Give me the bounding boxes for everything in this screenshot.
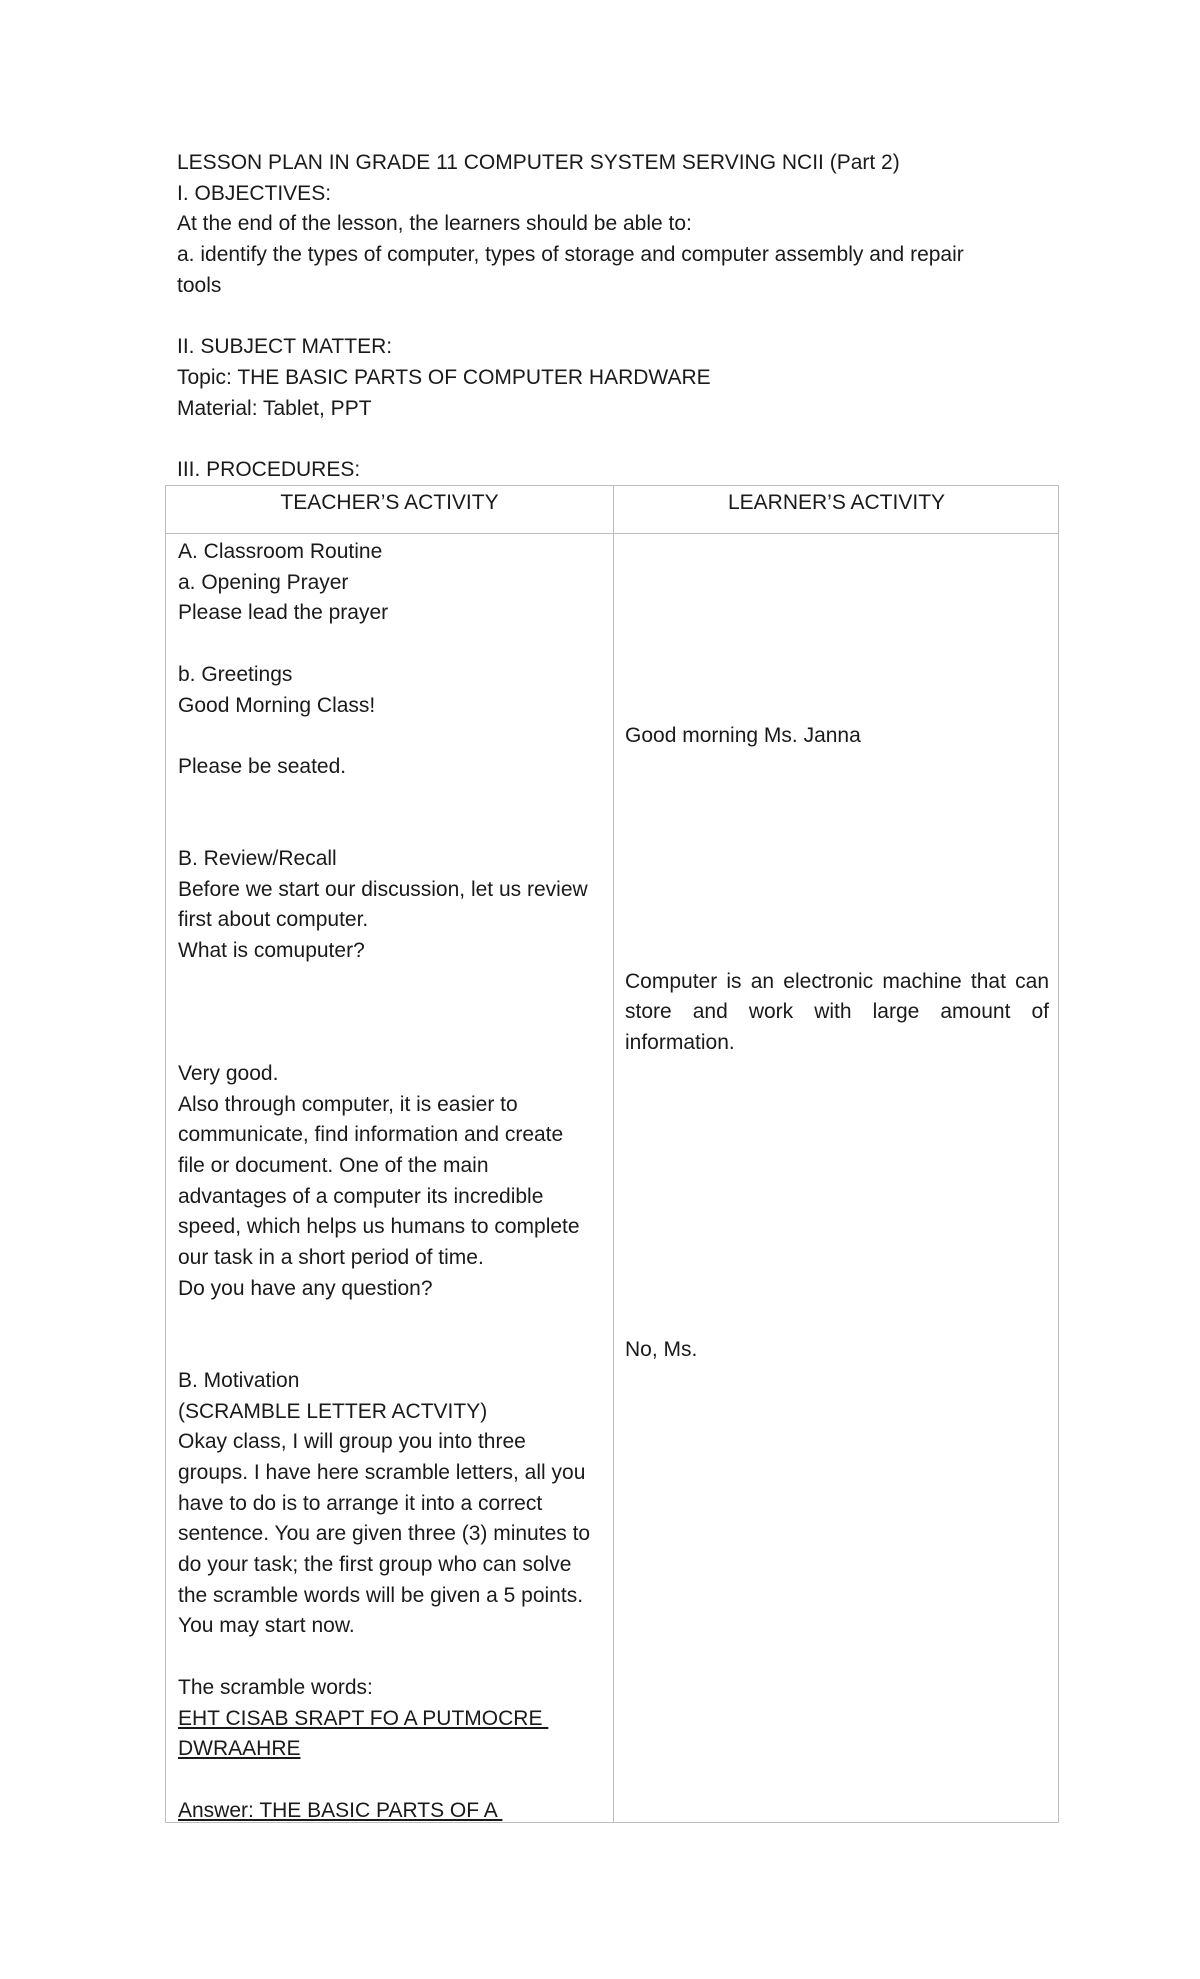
- teacher-line: [178, 783, 604, 814]
- blank-line: [625, 568, 1049, 599]
- blank-line: [625, 1304, 1049, 1335]
- page-title: LESSON PLAN IN GRADE 11 COMPUTER SYSTEM SERVING NCII (Part 2): [177, 151, 900, 174]
- learner-activity-cell: [625, 534, 1049, 1366]
- blank-line: [625, 875, 1049, 906]
- teacher-line: sentence. You are given three (3) minutes to: [178, 1522, 591, 1546]
- teacher-line: the scramble words will be given a 5 points.: [178, 1583, 584, 1607]
- teacher-line: You may start now.: [178, 1614, 355, 1638]
- learner-greeting-reply: Good morning Ms. Janna: [625, 724, 861, 748]
- teacher-line: [178, 1304, 604, 1335]
- teacher-column-header: TEACHER’S ACTIVITY: [280, 491, 499, 514]
- blank-line: [177, 302, 1047, 333]
- teacher-line: Before we start our discussion, let us review: [178, 877, 588, 901]
- blank-line: [177, 424, 1047, 455]
- teacher-line: B. Review/Recall: [178, 846, 337, 870]
- teacher-line: groups. I have here scramble letters, all you: [178, 1460, 586, 1484]
- blank-line: [625, 752, 1049, 783]
- blank-line: [625, 629, 1049, 660]
- teacher-line: Please be seated.: [178, 754, 347, 778]
- teacher-line: do your task; the first group who can solve: [178, 1553, 572, 1577]
- teacher-line: The scramble words:: [178, 1675, 373, 1699]
- lesson-header: [177, 148, 1047, 486]
- answer-line: Answer: THE BASIC PARTS OF A: [178, 1798, 503, 1822]
- teacher-line: a. Opening Prayer: [178, 570, 349, 594]
- teacher-line: first about computer.: [178, 908, 369, 932]
- teacher-line: [178, 1028, 604, 1059]
- teacher-line: [178, 967, 604, 998]
- procedures-heading: III. PROCEDURES:: [177, 458, 361, 481]
- learner-column-header: LEARNER’S ACTIVITY: [727, 491, 946, 514]
- teacher-line: b. Greetings: [178, 662, 293, 686]
- objective-a-line2: tools: [177, 273, 222, 297]
- teacher-line: advantages of a computer its incredible: [178, 1184, 544, 1208]
- teacher-line: speed, which helps us humans to complete: [178, 1215, 580, 1239]
- blank-line: [625, 1089, 1049, 1120]
- blank-line: [625, 1274, 1049, 1305]
- column-divider: [613, 486, 614, 1822]
- learner-computer-definition: Computer is an electronic machine that can store and work with large amount of information.: [625, 969, 1049, 1055]
- teacher-line: B. Motivation: [178, 1368, 300, 1392]
- teacher-line: What is comuputer?: [178, 939, 365, 963]
- table-header-row: [166, 486, 1058, 534]
- teacher-line: Good Morning Class!: [178, 693, 376, 717]
- teacher-line: Also through computer, it is easier to: [178, 1092, 518, 1116]
- teacher-line: [178, 1642, 604, 1673]
- teacher-line: [178, 629, 604, 660]
- objectives-heading: I. OBJECTIVES:: [177, 181, 332, 205]
- teacher-line: file or document. One of the main: [178, 1153, 489, 1177]
- blank-line: [625, 660, 1049, 691]
- scramble-words-line1: EHT CISAB SRAPT FO A PUTMOCRE: [178, 1706, 549, 1730]
- procedures-table: [165, 485, 1059, 1823]
- blank-line: [625, 1120, 1049, 1151]
- blank-line: [625, 936, 1049, 967]
- objectives-intro: At the end of the lesson, the learners should be able to:: [177, 212, 692, 236]
- blank-line: [625, 783, 1049, 814]
- teacher-line: Please lead the prayer: [178, 601, 389, 625]
- blank-line: [625, 905, 1049, 936]
- teacher-line: communicate, find information and create: [178, 1123, 564, 1147]
- blank-line: [625, 1243, 1049, 1274]
- teacher-line: [178, 997, 604, 1028]
- blank-line: [625, 537, 1049, 568]
- teacher-line: Do you have any question?: [178, 1276, 433, 1300]
- blank-line: [625, 1059, 1049, 1090]
- teacher-line: Okay class, I will group you into three: [178, 1430, 526, 1454]
- teacher-line: [178, 813, 604, 844]
- objective-a-line1: a. identify the types of computer, types of storage and computer assembly and repair: [177, 243, 964, 267]
- topic-line: Topic: THE BASIC PARTS OF COMPUTER HARDWARE: [177, 365, 711, 389]
- teacher-line: A. Classroom Routine: [178, 540, 383, 563]
- teacher-activity-cell: [178, 534, 604, 1826]
- teacher-line: our task in a short period of time.: [178, 1246, 484, 1270]
- blank-line: [625, 1212, 1049, 1243]
- blank-line: [625, 598, 1049, 629]
- blank-line: [625, 690, 1049, 721]
- teacher-line: [178, 1335, 604, 1366]
- scramble-words-line2: DWRAAHRE: [178, 1737, 301, 1761]
- blank-line: [625, 844, 1049, 875]
- material-line: Material: Tablet, PPT: [177, 396, 372, 420]
- teacher-line: [178, 721, 604, 752]
- teacher-line: Very good.: [178, 1061, 279, 1085]
- blank-line: [178, 1765, 604, 1796]
- blank-line: [625, 1151, 1049, 1182]
- blank-line: [625, 813, 1049, 844]
- teacher-line: (SCRAMBLE LETTER ACTVITY): [178, 1399, 488, 1423]
- teacher-line: have to do is to arrange it into a correct: [178, 1491, 543, 1515]
- learner-question-reply: No, Ms.: [625, 1337, 698, 1361]
- blank-line: [625, 1182, 1049, 1213]
- subject-heading: II. SUBJECT MATTER:: [177, 335, 393, 359]
